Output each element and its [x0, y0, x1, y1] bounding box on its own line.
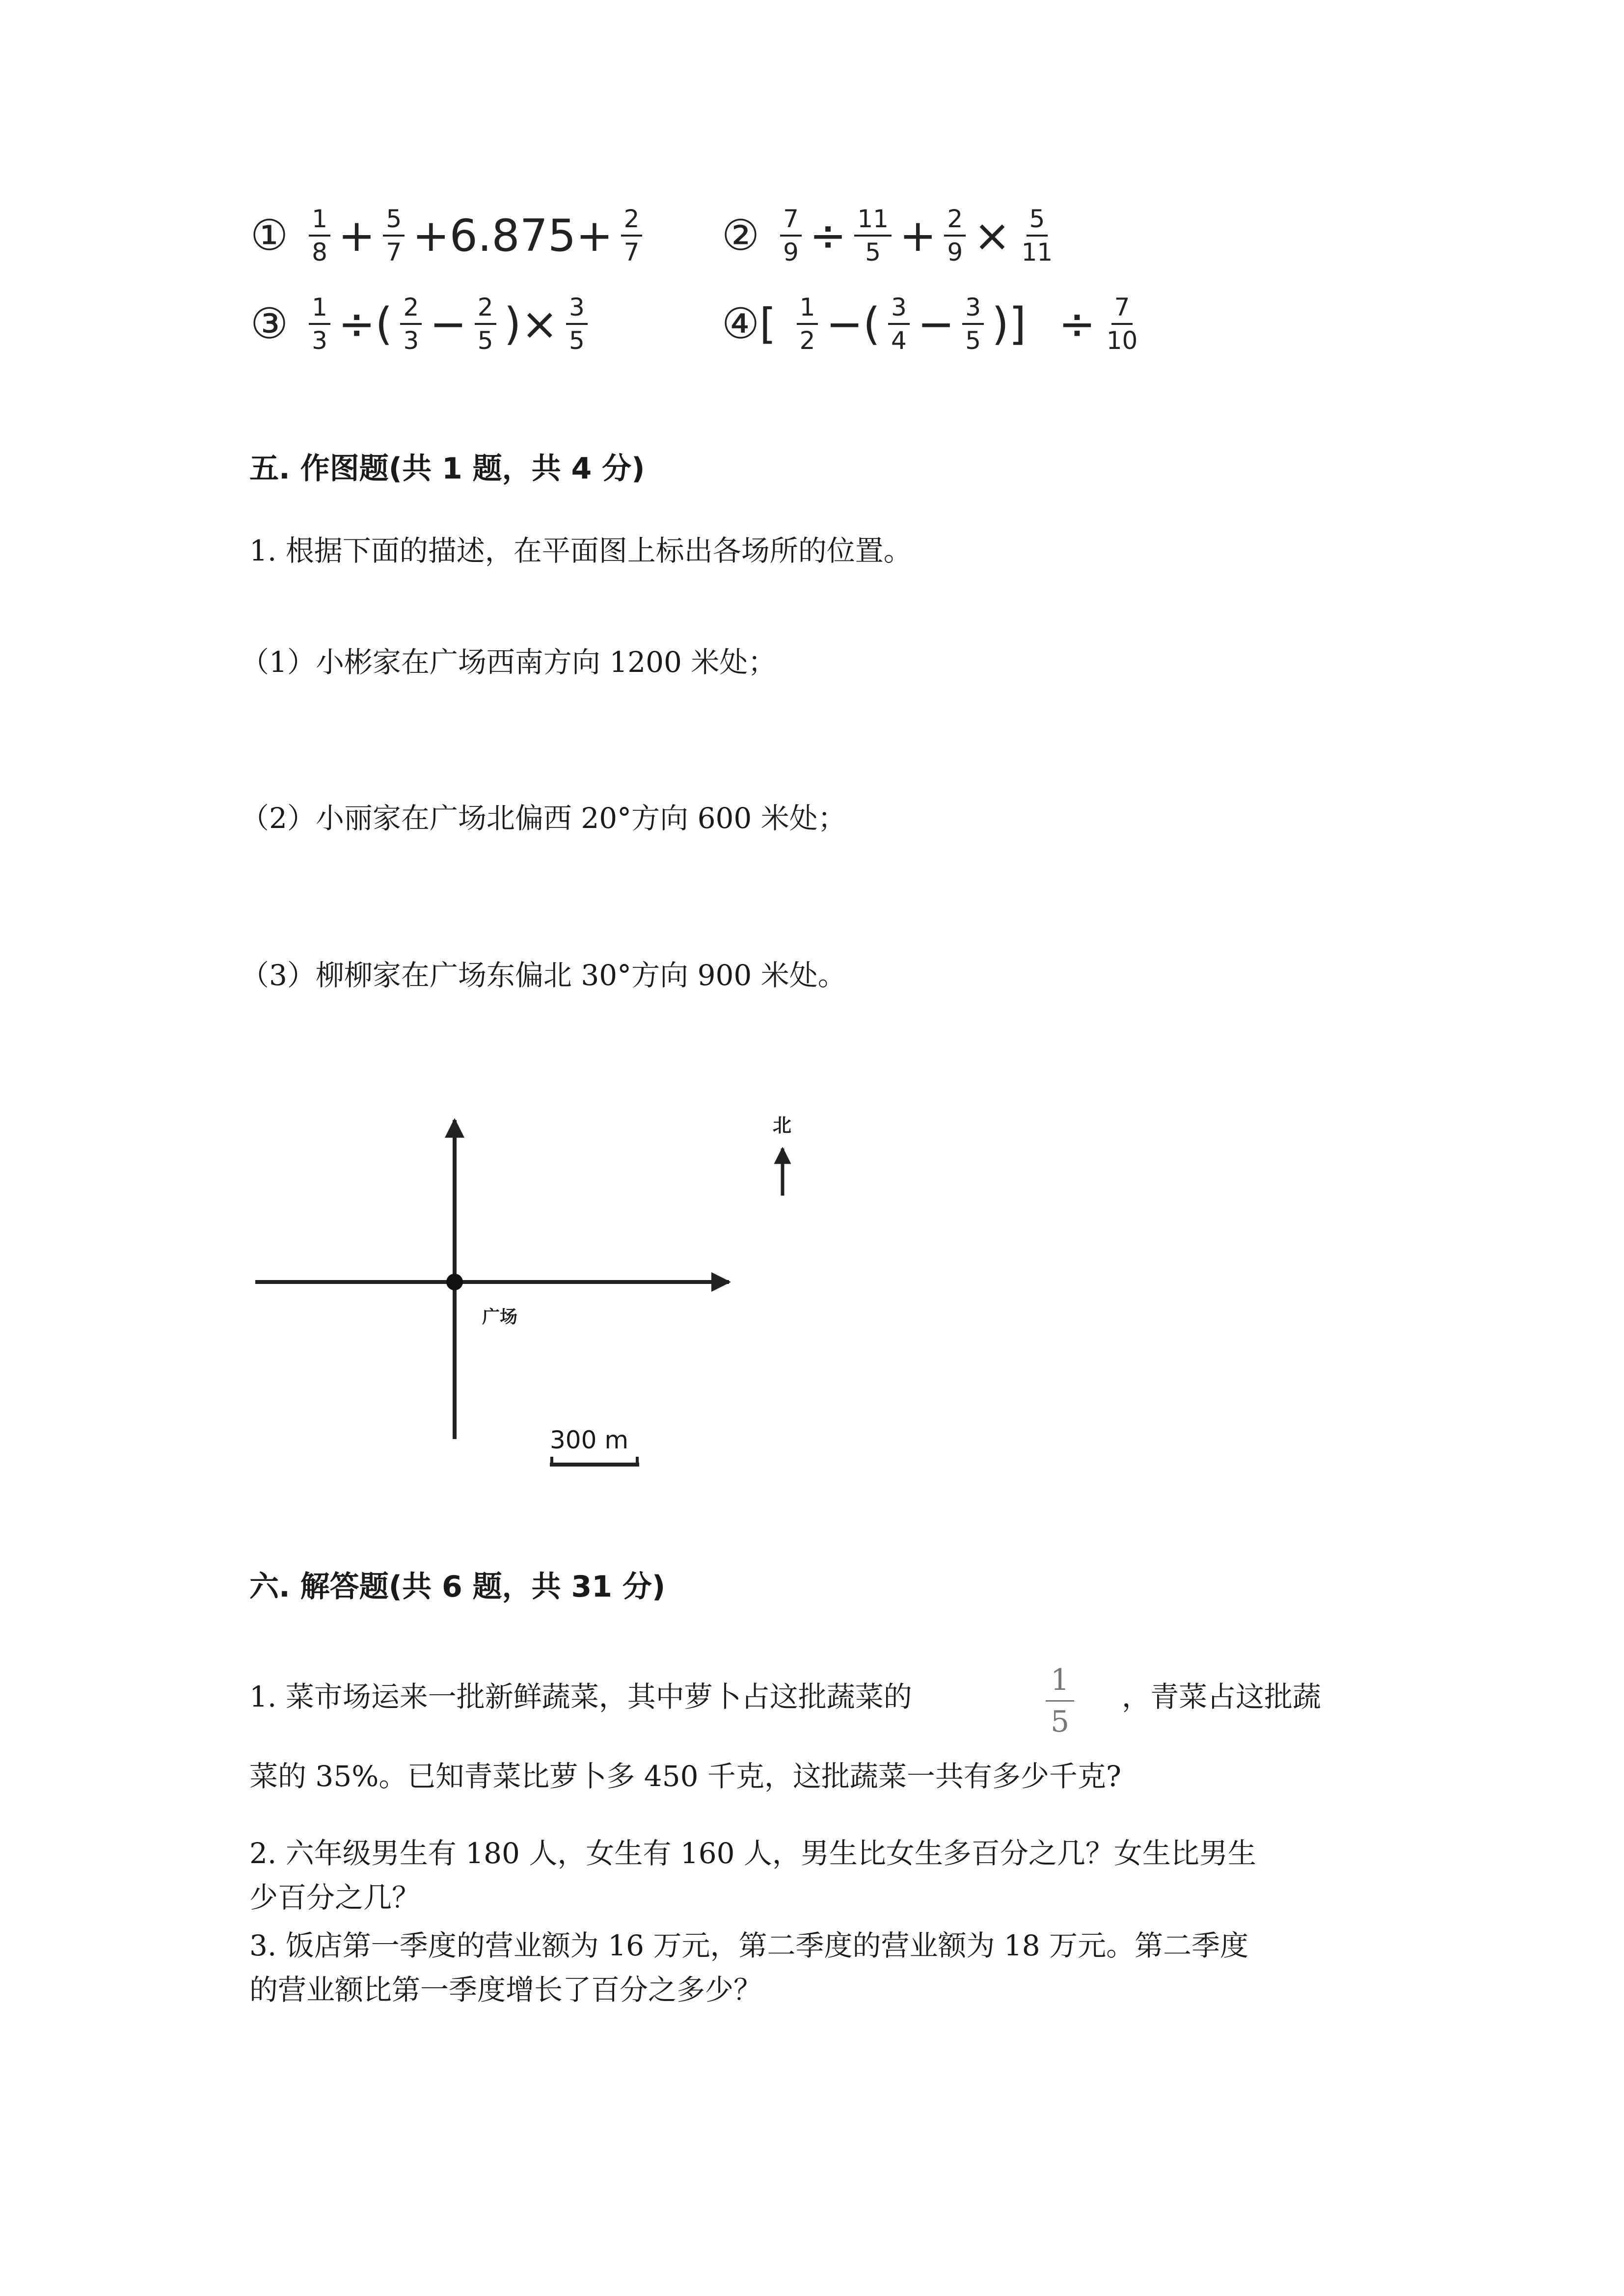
- section-5-item-2: （2）小丽家在广场北偏西 20°方向 600 米处；: [241, 801, 846, 835]
- expr-1-label: ①: [250, 211, 289, 260]
- section-5-item-1: （1）小彬家在广场西南方向 1200 米处；: [241, 645, 777, 679]
- fraction: $\frac{1}{8}$: [309, 206, 330, 266]
- q1-fraction: $\frac{1}{5}$: [1046, 1664, 1074, 1738]
- fraction: $\frac{1}{3}$: [309, 294, 330, 354]
- fraction: $\frac{5}{7}$: [383, 206, 405, 266]
- expression-4: ④[ $\frac{1}{2}$ −( $\frac{3}{4}$ − $\frac{3}{5}$ )] ÷ $\frac{7}{10}$: [722, 275, 1145, 373]
- map-center-label: 广场: [482, 1307, 518, 1327]
- section-5-question: 1. 根据下面的描述，在平面图上标出各场所的位置。: [249, 534, 912, 567]
- expression-3: ③ $\frac{1}{3}$ ÷( $\frac{2}{3}$ − $\frac{2}{5}$ )× $\frac{3}{5}$: [250, 275, 593, 373]
- expr-3-label: ③: [250, 299, 289, 348]
- fraction: $\frac{3}{5}$: [566, 294, 588, 354]
- q2-line1: 2. 六年级男生有 180 人，女生有 160 人，男生比女生多百分之几？女生比男生: [249, 1837, 1256, 1870]
- scale-label: 300 m: [550, 1426, 629, 1454]
- fraction: $\frac{2}{7}$: [621, 206, 643, 266]
- square-marker: [446, 1274, 463, 1290]
- expression-1: ① $\frac{1}{8}$ + $\frac{5}{7}$ +6.875+ $\frac{2}{7}$: [250, 187, 647, 285]
- section-5-item-3: （3）柳柳家在广场东偏北 30°方向 900 米处。: [241, 959, 846, 992]
- q1-part2: ，青菜占这批蔬: [1122, 1680, 1322, 1713]
- fraction: $\frac{7}{9}$: [780, 206, 802, 266]
- fraction: $\frac{1}{2}$: [797, 294, 818, 354]
- expr-2-label: ②: [722, 211, 760, 260]
- section-6-heading: 六. 解答题(共 6 题，共 31 分): [249, 1570, 666, 1604]
- q3-line1: 3. 饭店第一季度的营业额为 16 万元，第二季度的营业额为 18 万元。第二季度: [249, 1929, 1249, 1962]
- fraction: $\frac{11}{5}$: [854, 206, 892, 266]
- fraction: $\frac{5}{11}$: [1021, 204, 1053, 267]
- q2-line2: 少百分之几？: [249, 1881, 421, 1914]
- expr-1-mid: +6.875+: [412, 210, 613, 262]
- fraction: $\frac{7}{10}$: [1106, 293, 1138, 355]
- q1-line2: 菜的 35%。已知青菜比萝卜多 450 千克，这批蔬菜一共有多少千克?: [249, 1760, 1122, 1793]
- fraction: $\frac{2}{3}$: [400, 294, 422, 354]
- expression-2: ② $\frac{7}{9}$ ÷ $\frac{11}{5}$ + $\frac{2}{9}$ × $\frac{5}{11}$: [722, 187, 1060, 285]
- q1-part1: 1. 菜市场运来一批新鲜蔬菜，其中萝卜占这批蔬菜的: [249, 1680, 912, 1713]
- q3-line2: 的营业额比第一季度增长了百分之多少？: [249, 1973, 762, 2006]
- north-label: 北: [773, 1115, 792, 1136]
- section-5-heading: 五. 作图题(共 1 题，共 4 分): [249, 452, 645, 486]
- fraction: $\frac{2}{5}$: [475, 294, 496, 354]
- expr-4-label: ④[: [722, 299, 776, 348]
- fraction: $\frac{3}{4}$: [888, 294, 910, 354]
- fraction: $\frac{2}{9}$: [944, 206, 966, 266]
- fraction: $\frac{3}{5}$: [962, 294, 984, 354]
